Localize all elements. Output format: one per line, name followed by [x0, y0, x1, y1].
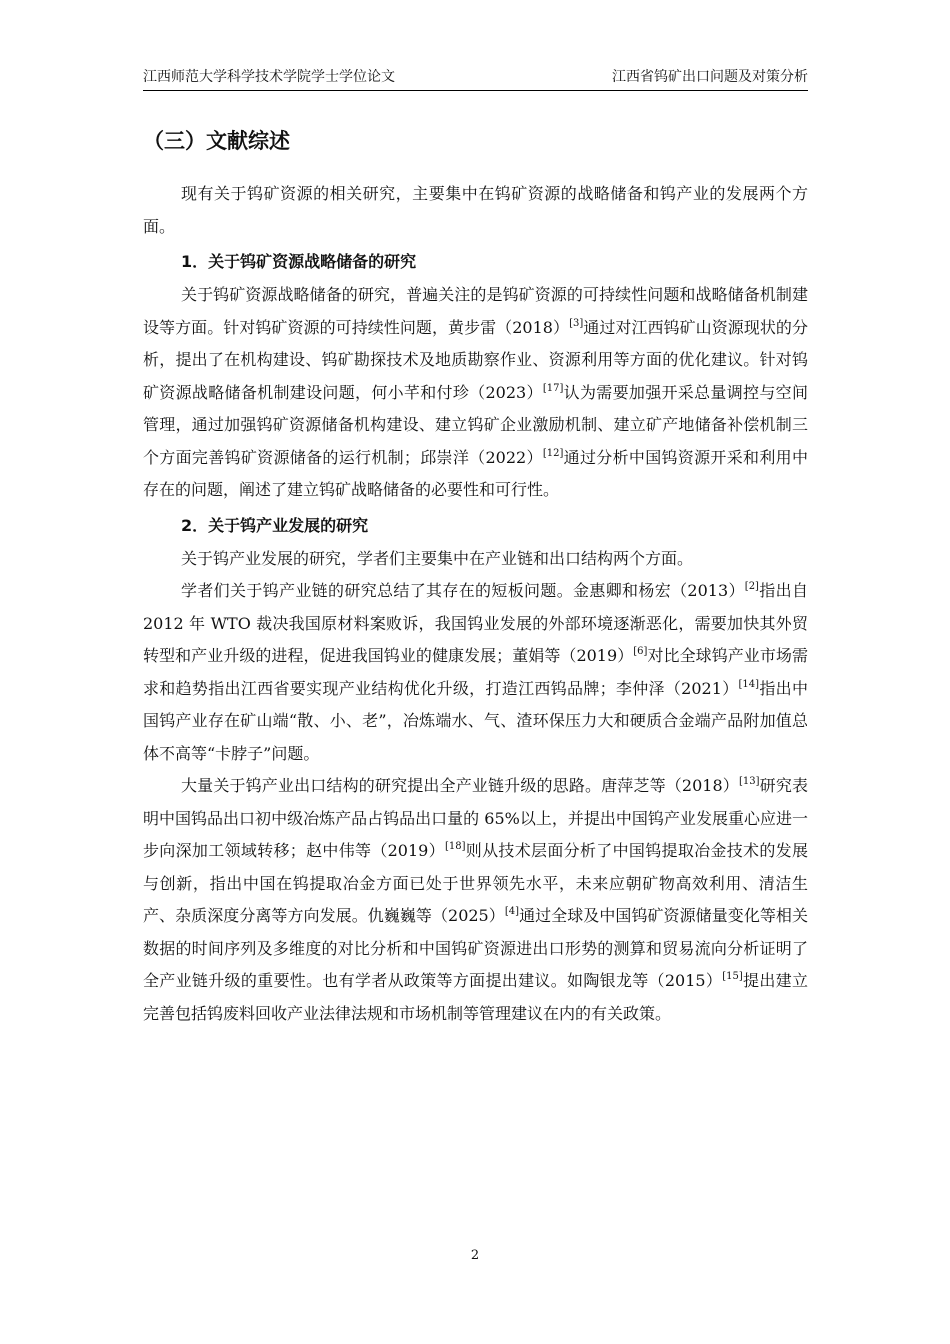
citation: [17] [542, 382, 564, 394]
citation: [15] [722, 971, 743, 982]
citation: [12] [542, 447, 564, 459]
header-thesis-title: 江西师范大学科学技术学院学士学位论文 [143, 69, 395, 85]
page-number: 2 [470, 1248, 480, 1263]
subsection-heading-2: 2．关于钨产业发展的研究 [181, 515, 369, 535]
citation: [4] [504, 906, 520, 917]
paragraph-industry-intro: 关于钨产业发展的研究，学者们主要集中在产业链和出口结构两个方面。 [181, 548, 694, 568]
section-heading: （三）文献综述 [143, 129, 290, 153]
citation: [3] [569, 317, 584, 329]
subsection-heading-1: 1．关于钨矿资源战略储备的研究 [181, 252, 417, 271]
header-paper-title: 江西省钨矿出口问题及对策分析 [612, 69, 808, 85]
intro-paragraph: 现有关于钨矿资源的相关研究，主要集中在钨矿资源的战略储备和钨产业的发展两个方面。 [143, 184, 808, 236]
paragraph-industry-chain: 学者们关于钨产业链的研究总结了其存在的短板问题。金惠卿和杨宏（2013）[2]指出自 2012 年 WTO 裁决我国原材料案败诉，我国钨业发展的外部环境逐渐恶化，需要加快其外贸转型和产业升级的进程，促进我国钨业的健康发展；董娟等（2019）[6]对比全球钨产业市场需求和趋势指出江西省要实现产业结构优化升级，打造江西钨品牌；李仲泽（2021）[14]指出中国钨产业存在矿山端“散、小、老”，冶炼端水、气、渣环保压力大和硬质合金端产品附加值总体不高等“卡脖子”问题。 [143, 581, 808, 763]
citation: [2] [744, 581, 759, 592]
paragraph-strategic-reserve: 关于钨矿资源战略储备的研究，普遍关注的是钨矿资源的可持续性问题和战略储备机制建设等方面。针对钨矿资源的可持续性问题，黄步雷（2018）[3]通过对江西钨矿山资源现状的分析，提出了在机构建设、钨矿勘探技术及地质勘察作业、资源利用等方面的优化建议。针对钨矿资源战略储备机制建设问题，何小芊和付珍（2023）[17]认为需要加强开采总量调控与空间管理，通过加强钨矿资源储备机构建设、建立钨矿企业激励机制、建立矿产地储备补偿机制三个方面完善钨矿资源储备的运行机制；邱崇洋（2022）[12]通过分析中国钨资源开采和利用中存在的问题，阐述了建立钨矿战略储备的必要性和可行性。 [143, 285, 808, 499]
page-header [143, 64, 808, 91]
paragraph-export-structure: 大量关于钨产业出口结构的研究提出全产业链升级的思路。唐萍芝等（2018）[13]研究表明中国钨品出口初中级冶炼产品占钨品出口量的 65%以上，并提出中国钨产业发展重心应进一步向深加工领域转移；赵中伟等（2019）[18]则从技术层面分析了中国钨提取冶金技术的发展与创新，指出中国在钨提取冶金方面已处于世界领先水平，未来应朝矿物高效利用、清洁生产、杂质深度分离等方向发展。仇巍巍等（2025）[4]通过全球及中国钨矿资源储量变化等相关数据的时间序列及多维度的对比分析和中国钨矿资源进出口形势的测算和贸易流向分析证明了全产业链升级的重要性。也有学者从政策等方面提出建议。如陶银龙等（2015）[15]提出建立完善包括钨废料回收产业法律法规和市场机制等管理建议在内的有关政策。 [143, 776, 808, 1023]
citation: [14] [738, 678, 760, 690]
citation: [6] [633, 646, 648, 657]
citation: [13] [738, 776, 760, 787]
page-body [143, 118, 808, 1030]
citation: [18] [444, 841, 466, 852]
